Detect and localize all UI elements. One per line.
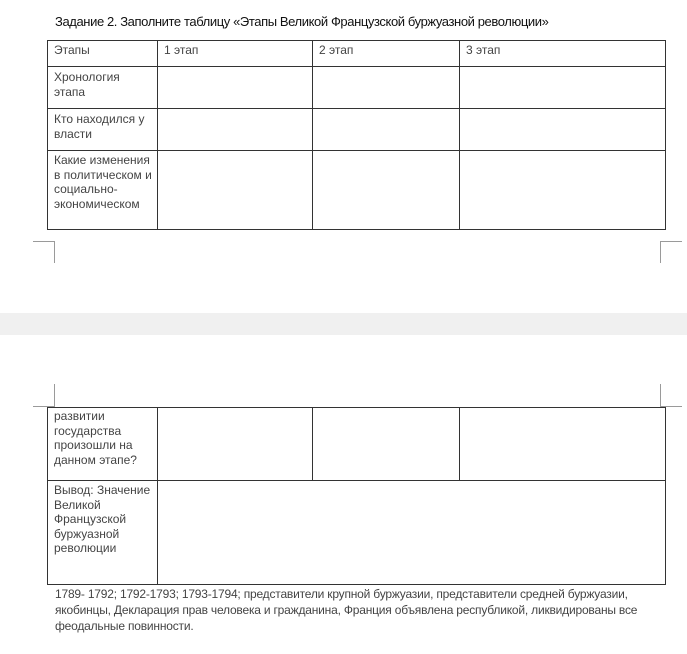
empty-cell[interactable] bbox=[158, 408, 313, 481]
empty-cell[interactable] bbox=[313, 109, 460, 151]
crop-mark-top-left bbox=[33, 241, 55, 263]
table-header-row bbox=[48, 41, 666, 67]
row-label-changes-part1: Какие изменения в политическом и социально-экономическом bbox=[48, 151, 158, 230]
empty-cell[interactable] bbox=[313, 408, 460, 481]
empty-cell[interactable] bbox=[460, 67, 666, 109]
table-row-changes-continued bbox=[48, 408, 666, 481]
conclusion-answer-cell[interactable] bbox=[158, 481, 666, 585]
task-title: Задание 2. Заполните таблицу «Этапы Великой Французской буржуазной революции» bbox=[55, 14, 549, 29]
empty-cell[interactable] bbox=[313, 151, 460, 230]
empty-cell[interactable] bbox=[460, 109, 666, 151]
row-label-chronology: Хронология этапа bbox=[48, 67, 158, 109]
row-label-power: Кто находился у власти bbox=[48, 109, 158, 151]
stages-table-part2 bbox=[47, 407, 666, 585]
empty-cell[interactable] bbox=[460, 408, 666, 481]
crop-mark-top-right bbox=[660, 241, 682, 263]
stages-table-part1 bbox=[47, 40, 666, 230]
header-cell-stage-1: 1 этап bbox=[158, 41, 313, 67]
page-break-gap bbox=[0, 313, 687, 335]
empty-cell[interactable] bbox=[158, 67, 313, 109]
table-row-changes bbox=[48, 151, 666, 230]
header-cell-stage-3: 3 этап bbox=[460, 41, 666, 67]
header-cell-stages: Этапы bbox=[48, 41, 158, 67]
row-label-changes-part2: развитии государства произошли на данном этапе? bbox=[48, 408, 158, 481]
empty-cell[interactable] bbox=[158, 151, 313, 230]
table-row-power bbox=[48, 109, 666, 151]
row-label-conclusion: Вывод: Значение Великой Французской буржуазной революции bbox=[48, 481, 158, 585]
table-row-conclusion bbox=[48, 481, 666, 585]
crop-mark-bottom-left bbox=[33, 384, 55, 407]
empty-cell[interactable] bbox=[460, 151, 666, 230]
answer-options-text: 1789- 1792; 1792-1793; 1793-1794; представители крупной буржуазии, представители средней буржуазии, якобинцы, Декларация прав человека и гражданина, Франция объявлена республикой, ликвидированы все феодальные повинности. bbox=[55, 587, 638, 633]
empty-cell[interactable] bbox=[158, 109, 313, 151]
table-row-chronology bbox=[48, 67, 666, 109]
crop-mark-bottom-right bbox=[660, 384, 682, 407]
empty-cell[interactable] bbox=[313, 67, 460, 109]
header-cell-stage-2: 2 этап bbox=[313, 41, 460, 67]
